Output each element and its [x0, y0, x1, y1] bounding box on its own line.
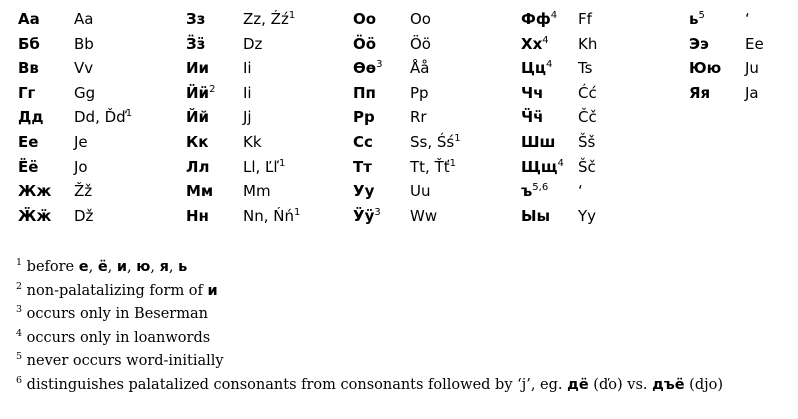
latin-transliteration-text: Pp [410, 83, 429, 102]
cyrillic-letter [186, 204, 209, 229]
cyrillic-letter [186, 56, 209, 81]
cyrillic-letter-text: Гг [18, 83, 36, 102]
footnote-marker: 1 [294, 206, 301, 218]
latin-transliteration-text: Kk [243, 133, 262, 151]
footnote-number: 2 [16, 280, 23, 292]
latin-transliteration-text: Ww [410, 206, 438, 225]
latin-transliteration [74, 81, 95, 106]
cyrillic-letter-text: Ее [18, 133, 39, 151]
footnote-text: before [26, 259, 79, 275]
latin-transliteration-text: Šč [578, 157, 596, 176]
footnote-text: never occurs word-initially [26, 353, 224, 369]
cyrillic-letter [18, 130, 38, 155]
cyrillic-letter [353, 179, 374, 204]
cyrillic-letter-text: Пп [353, 83, 376, 102]
cyrillic-example: ь [178, 259, 188, 275]
latin-transliteration-text: Ts [578, 59, 593, 78]
latin-transliteration-text: Ii [243, 59, 252, 78]
cyrillic-letter-text: Нн [186, 206, 209, 225]
cyrillic-letter [521, 81, 543, 106]
cyrillic-letter-text: ь [689, 10, 699, 28]
cyrillic-letter-text: Оо [353, 10, 377, 28]
latin-transliteration-text: Ll, Ľľ [243, 157, 280, 176]
latin-transliteration-text: Yy [578, 206, 597, 225]
footnote-marker: 3 [376, 59, 383, 71]
latin-transliteration [745, 7, 750, 32]
footnote-line [16, 374, 791, 398]
footnote-text: , [150, 259, 160, 275]
cyrillic-letter [186, 7, 205, 32]
cyrillic-letter-text: Кк [186, 133, 209, 151]
cyrillic-letter [18, 56, 39, 81]
latin-transliteration [410, 130, 461, 155]
latin-transliteration [578, 105, 597, 130]
latin-transliteration [74, 179, 92, 204]
latin-transliteration [578, 7, 592, 32]
cyrillic-letter [186, 179, 213, 204]
latin-transliteration [578, 32, 597, 57]
latin-transliteration [578, 204, 596, 229]
latin-transliteration-text: Rr [410, 108, 427, 127]
cyrillic-letter-text: Зз [186, 10, 206, 28]
cyrillic-letter-text: Чч [521, 83, 544, 102]
footnote-marker: 4 [542, 34, 549, 46]
cyrillic-letter-text: Вв [18, 59, 39, 78]
latin-transliteration [243, 32, 262, 57]
cyrillic-letter [18, 179, 51, 204]
cyrillic-example: дё [567, 376, 589, 393]
cyrillic-letter-text: Аа [18, 10, 40, 28]
cyrillic-letter-text: Ӧӧ [353, 34, 377, 53]
latin-transliteration [410, 204, 437, 229]
footnote-marker: 4 [557, 157, 564, 169]
cyrillic-letter [353, 56, 382, 81]
latin-transliteration [74, 7, 93, 32]
footnote-text: , [88, 259, 98, 275]
footnote-marker: 1 [449, 157, 456, 169]
latin-transliteration [243, 7, 295, 32]
footnote-marker: 1 [454, 133, 461, 144]
latin-transliteration-text: Uu [410, 182, 431, 201]
latin-transliteration [578, 179, 583, 204]
cyrillic-letter-text: Щщ [521, 157, 558, 176]
cyrillic-letter-text: Ӝӝ [18, 206, 52, 225]
latin-transliteration [410, 7, 431, 32]
cyrillic-letter [18, 32, 40, 57]
footnote-text: occurs only in Beserman [26, 306, 208, 322]
cyrillic-example: ё [97, 259, 108, 275]
cyrillic-letter-text: Ӵӵ [521, 108, 544, 127]
cyrillic-letter [18, 105, 43, 130]
latin-transliteration [410, 81, 429, 106]
cyrillic-letter-text: Ии [186, 59, 210, 78]
latin-transliteration-text: ‘ [745, 10, 750, 28]
latin-transliteration [410, 56, 429, 81]
cyrillic-example: е [78, 259, 89, 275]
cyrillic-letter [186, 155, 209, 180]
footnote-line [16, 280, 791, 304]
latin-transliteration-text: Ju [745, 59, 759, 78]
cyrillic-example: и [207, 282, 218, 299]
latin-transliteration-text: Åå [410, 59, 430, 78]
cyrillic-letter-text: Лл [186, 157, 210, 176]
cyrillic-example: я [159, 259, 169, 275]
cyrillic-letter [689, 56, 721, 81]
cyrillic-letter [18, 81, 35, 106]
footnote-text: (djo) [684, 376, 723, 393]
latin-transliteration-text: Zz, Źź [243, 10, 289, 28]
latin-transliteration-text: Mm [243, 182, 271, 201]
cyrillic-letter [521, 32, 549, 57]
cyrillic-letter-text: Ёё [18, 157, 39, 176]
latin-transliteration-text: Kh [578, 34, 598, 53]
footnote-marker: 1 [279, 157, 286, 169]
latin-transliteration-text: ‘ [578, 182, 583, 201]
cyrillic-example: дъё [652, 376, 685, 393]
cyrillic-letter-text: Шш [521, 133, 556, 151]
latin-transliteration-text: Öö [410, 34, 431, 53]
cyrillic-letter-text: Жж [18, 182, 52, 201]
footnote-line [16, 303, 791, 327]
cyrillic-letter-text: Яя [689, 83, 711, 102]
latin-transliteration-text: Tt, Ťť [410, 157, 450, 176]
cyrillic-letter [353, 105, 375, 130]
cyrillic-letter [18, 204, 51, 229]
latin-transliteration [74, 130, 88, 155]
footnotes [16, 256, 791, 397]
cyrillic-letter-text: Ээ [689, 34, 709, 53]
latin-transliteration [74, 105, 132, 130]
footnote-marker: 4 [550, 10, 558, 21]
cyrillic-letter-text: Ӱӱ [353, 206, 375, 225]
latin-transliteration-text: Čč [578, 108, 597, 127]
footnote-line [16, 327, 791, 351]
latin-transliteration-text: Jo [74, 157, 88, 176]
cyrillic-letter [18, 7, 40, 32]
latin-transliteration-text: Je [74, 133, 88, 151]
cyrillic-letter-text: Тт [353, 157, 372, 176]
cyrillic-letter-text: Цц [521, 59, 547, 78]
cyrillic-letter-text: Мм [186, 182, 214, 201]
footnote-number: 5 [16, 351, 23, 362]
cyrillic-letter [521, 155, 564, 180]
cyrillic-letter-text: Дд [18, 108, 44, 127]
latin-transliteration-text: Ee [745, 34, 764, 53]
footnote-number: 1 [16, 257, 23, 268]
cyrillic-letter [353, 155, 372, 180]
latin-transliteration [410, 179, 431, 204]
cyrillic-example: и [116, 259, 128, 275]
latin-transliteration [74, 204, 93, 229]
latin-transliteration [745, 81, 759, 106]
latin-transliteration-text: Dd, Ďď [74, 108, 126, 127]
cyrillic-letter [521, 105, 543, 130]
cyrillic-letter [353, 204, 381, 229]
latin-transliteration [243, 56, 252, 81]
cyrillic-letter [353, 32, 376, 57]
latin-transliteration [410, 155, 456, 180]
cyrillic-letter [689, 81, 710, 106]
cyrillic-letter [521, 130, 555, 155]
footnote-marker: 4 [546, 59, 553, 71]
latin-transliteration-text: Jj [243, 108, 252, 127]
cyrillic-letter-text: Фф [521, 10, 551, 28]
cyrillic-letter [353, 7, 376, 32]
latin-transliteration-text: Gg [74, 83, 96, 102]
latin-transliteration-text: Šš [578, 133, 596, 151]
cyrillic-letter [186, 81, 215, 106]
footnote-text: distinguishes palatalized consonants from consonants followed by ‘j’, eg. [26, 376, 568, 393]
latin-transliteration [410, 32, 431, 57]
cyrillic-letter-text: Юю [689, 59, 722, 78]
footnote-number: 3 [16, 304, 23, 315]
footnote-marker: 5,6 [532, 182, 549, 194]
cyrillic-letter [521, 179, 548, 204]
latin-transliteration-text: Ss, Śś [410, 133, 455, 151]
latin-transliteration-text: Aa [74, 10, 94, 28]
latin-transliteration-text: Ff [578, 10, 592, 28]
cyrillic-letter-text: Ӥӥ [186, 83, 210, 102]
cyrillic-letter-text: Бб [18, 34, 40, 53]
latin-transliteration [243, 81, 252, 106]
footnote-text: occurs only in loanwords [26, 329, 211, 346]
latin-transliteration-text: Vv [74, 59, 94, 78]
footnote-text: , [168, 259, 179, 275]
footnote-line [16, 350, 791, 374]
cyrillic-letter-text: Ыы [521, 206, 551, 225]
latin-transliteration [243, 179, 271, 204]
latin-transliteration [243, 105, 252, 130]
latin-transliteration-text: Žž [74, 182, 93, 201]
latin-transliteration [410, 105, 427, 130]
footnote-text: , [107, 259, 117, 275]
footnote-marker: 3 [374, 206, 381, 218]
latin-transliteration [578, 81, 597, 106]
latin-transliteration [745, 56, 759, 81]
cyrillic-letter [521, 7, 557, 32]
latin-transliteration [578, 56, 593, 81]
footnote-text: non-palatalizing form of [26, 282, 208, 299]
cyrillic-letter-text: ъ [521, 182, 533, 201]
cyrillic-letter-text: Йй [186, 108, 210, 127]
latin-transliteration-text: Nn, Ńń [243, 206, 294, 225]
footnote-marker: 1 [125, 108, 133, 120]
footnote-text: (ďo) vs. [588, 376, 653, 393]
footnote-number: 6 [16, 374, 23, 386]
cyrillic-letter [353, 130, 373, 155]
cyrillic-letter [521, 56, 552, 81]
latin-transliteration [243, 155, 285, 180]
cyrillic-letter [186, 130, 208, 155]
cyrillic-letter-text: Сс [353, 133, 373, 151]
footnote-marker: 2 [209, 83, 216, 95]
latin-transliteration [74, 56, 93, 81]
footnote-marker: 5 [698, 10, 705, 21]
latin-transliteration-text: Oo [410, 10, 431, 28]
latin-transliteration-text: Bb [74, 34, 94, 53]
latin-transliteration-text: Dž [74, 206, 94, 225]
cyrillic-example: ю [136, 259, 151, 275]
latin-transliteration-text: Ii [243, 83, 252, 102]
cyrillic-letter [353, 81, 376, 106]
cyrillic-letter [689, 7, 705, 32]
footnote-number: 4 [16, 327, 23, 339]
latin-transliteration-text: Ja [745, 83, 759, 102]
latin-transliteration [74, 155, 88, 180]
latin-transliteration [745, 32, 764, 57]
cyrillic-letter-text: Ӟӟ [186, 34, 206, 53]
latin-transliteration [578, 155, 596, 180]
latin-transliteration [243, 130, 262, 155]
cyrillic-letter [186, 32, 205, 57]
cyrillic-letter [521, 204, 550, 229]
cyrillic-letter [18, 155, 38, 180]
cyrillic-letter-text: Рр [353, 108, 375, 127]
cyrillic-letter-text: Уу [353, 182, 375, 201]
footnote-marker: 1 [288, 10, 296, 21]
footnote-line [16, 256, 791, 280]
cyrillic-letter-text: Хх [521, 34, 543, 53]
latin-transliteration [243, 204, 300, 229]
latin-transliteration-text: Ćć [578, 83, 597, 102]
cyrillic-letter [689, 32, 709, 57]
latin-transliteration-text: Dz [243, 34, 263, 53]
latin-transliteration [578, 130, 595, 155]
cyrillic-letter-text: Ɵɵ [353, 59, 377, 78]
cyrillic-letter [186, 105, 209, 130]
latin-transliteration [74, 32, 94, 57]
footnote-text: , [127, 259, 137, 275]
